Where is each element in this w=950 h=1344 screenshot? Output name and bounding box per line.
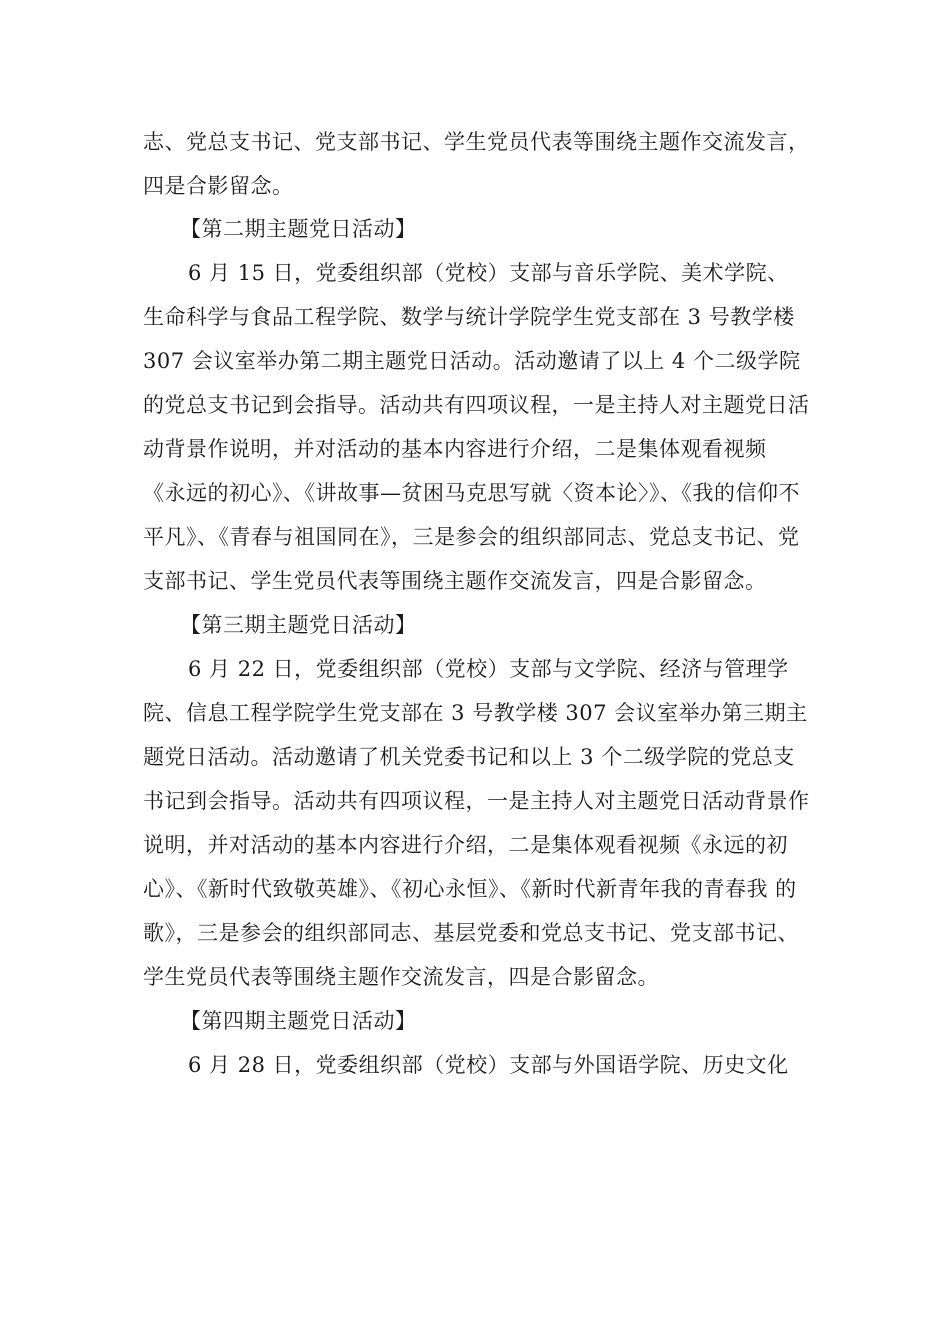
text-line: 题党日活动。活动邀请了机关党委书记和以上 3 个二级学院的党总支: [143, 745, 795, 769]
text-line: 动背景作说明，并对活动的基本内容进行介绍，二是集体观看视频: [143, 437, 767, 461]
section-heading: 【第四期主题党日活动】: [180, 1009, 417, 1033]
text-line: 四是合影留念。: [143, 174, 294, 198]
text-line: 6 月 22 日，党委组织部（党校）支部与文学院、经济与管理学: [188, 657, 789, 681]
section-heading: 【第二期主题党日活动】: [180, 217, 417, 241]
text-line: 支部书记、学生党员代表等围绕主题作交流发言，四是合影留念。: [143, 569, 767, 593]
text-line: 院、信息工程学院学生党支部在 3 号教学楼 307 会议室举办第三期主: [143, 701, 808, 725]
text-line: 生命科学与食品工程学院、数学与统计学院学生党支部在 3 号教学楼: [143, 305, 795, 329]
text-line: 心》、《新时代致敬英雄》、《初心永恒》、《新时代新青年我的青春我 的: [143, 877, 797, 901]
text-line: 307 会议室举办第二期主题党日活动。活动邀请了以上 4 个二级学院: [143, 349, 801, 373]
text-line: 学生党员代表等围绕主题作交流发言，四是合影留念。: [143, 965, 659, 989]
text-line: 《永远的初心》、《讲故事—贫困马克思写就〈资本论〉》、《我的信仰不: [143, 481, 800, 505]
text-line: 6 月 28 日，党委组织部（党校）支部与外国语学院、历史文化: [188, 1053, 789, 1077]
text-line: 的党总支书记到会指导。活动共有四项议程，一是主持人对主题党日活: [143, 393, 810, 417]
text-line: 志、党总支书记、党支部书记、学生党员代表等围绕主题作交流发言，: [143, 130, 810, 154]
text-line: 平凡》、《青春与祖国同在》，三是参会的组织部同志、党总支书记、党: [143, 525, 800, 549]
text-line: 歌》，三是参会的组织部同志、基层党委和党总支书记、党支部书记、: [143, 921, 799, 945]
text-line: 说明，并对活动的基本内容进行介绍，二是集体观看视频《永远的初: [143, 833, 788, 857]
section-heading: 【第三期主题党日活动】: [180, 613, 417, 637]
text-line: 书记到会指导。活动共有四项议程，一是主持人对主题党日活动背景作: [143, 789, 810, 813]
text-line: 6 月 15 日，党委组织部（党校）支部与音乐学院、美术学院、: [188, 261, 789, 285]
